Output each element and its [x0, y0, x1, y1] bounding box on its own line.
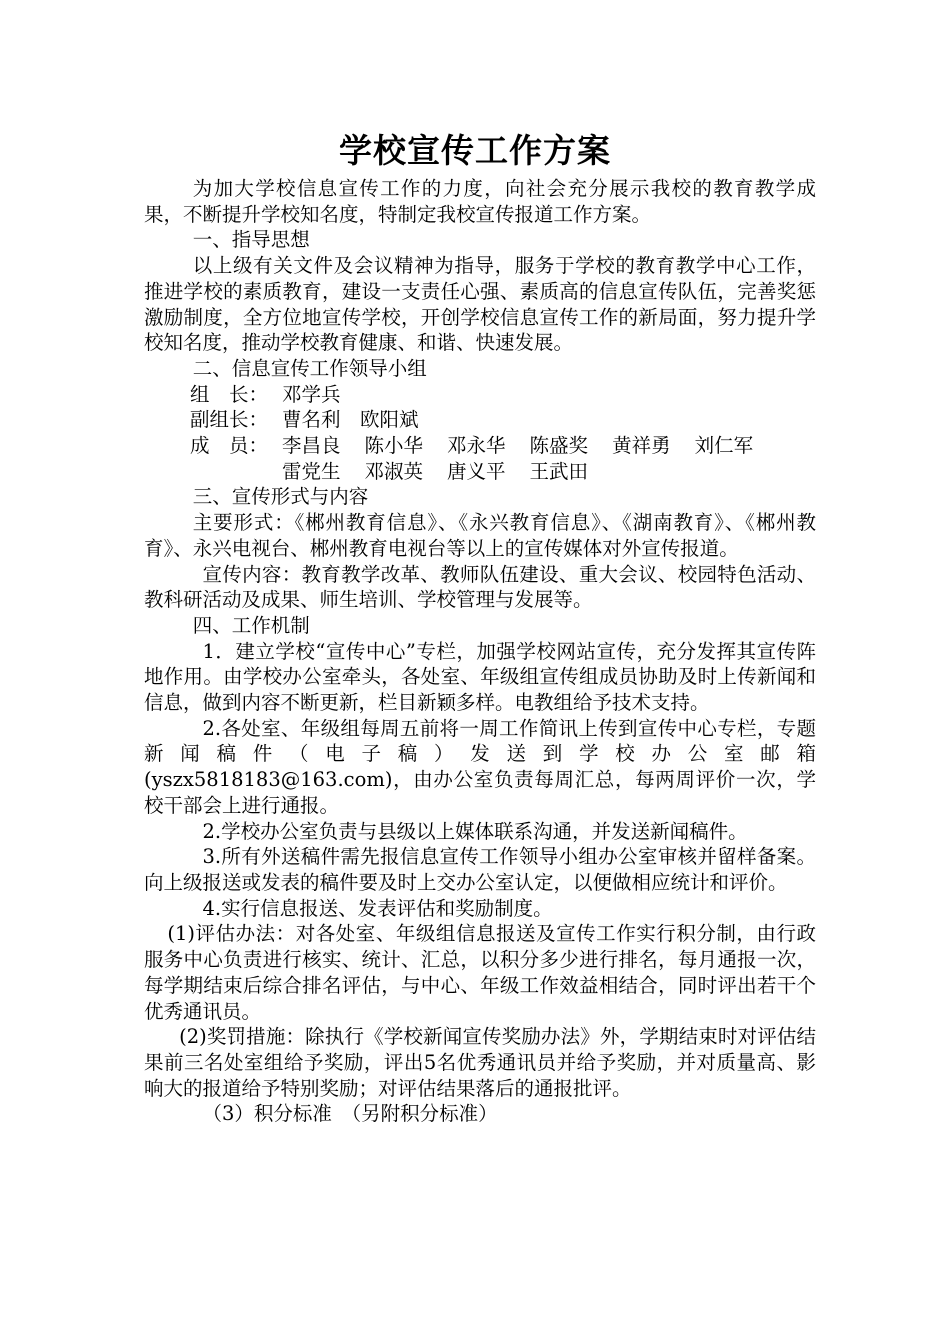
reward-measures: (2)奖罚措施：除执行《学校新闻宣传奖励办法》外，学期结束时对评估结果前三名处室组给予奖励，评出5名优秀通讯员并给予奖励，并对质量高、影响大的报道给予特别奖励；对评估结果落后的通报批评。	[144, 1025, 816, 1100]
section2-heading: 二、信息宣传工作领导小组	[192, 356, 427, 380]
member-name: 邓永华	[447, 434, 506, 458]
section1-paragraph: 以上级有关文件及会议精神为指导，服务于学校的教育教学中心工作，推进学校的素质教育，建设一支责任心强、素质高的信息宣传队伍，完善奖惩激励制度，全方位地宣传学校，开创学校信息宣传工作的新局面，努力提升学校知名度，推动学校教育健康、和谐、快速发展。	[144, 254, 816, 355]
document-title: 学校宣传工作方案	[339, 131, 611, 170]
member-name: 李昌良	[282, 434, 341, 458]
evaluation-method: (1)评估办法：对各处室、年级组信息报送及宣传工作实行积分制，由行政服务中心负责进行核实、统计、汇总，以积分多少进行排名，每月通报一次，每学期结束后综合排名评估，与中心、年级工作效益相结合，同时评出若干个优秀通讯员。	[144, 922, 816, 1023]
section1-heading: 一、指导思想	[192, 228, 310, 252]
mechanism-item-1: 1．建立学校“宣传中心”专栏，加强学校网站宣传，充分发挥其宣传阵地作用。由学校办公室牵头，各处室、年级组宣传组成员协助及时上传新闻和信息，做到内容不断更新，栏目新颖多样。电教组给予技术支持。	[144, 639, 816, 715]
leader-row	[144, 382, 816, 408]
deputy-row	[144, 407, 816, 433]
section3-heading: 三、宣传形式与内容	[192, 485, 369, 509]
member-name: 雷党生	[282, 459, 341, 483]
section4-heading: 四、工作机制	[192, 613, 310, 637]
mechanism-item-2-line2: (yszx5818183@163.com)，由办公室负责每周汇总，每两周评价一次，学校干部会上进行通报。	[144, 768, 816, 817]
mechanism-item-5: 4.实行信息报送、发表评估和奖励制度。	[202, 896, 553, 920]
members-list	[282, 433, 816, 484]
forms-paragraph: 主要形式：《郴州教育信息》、《永兴教育信息》、《湖南教育》、《郴州教育》、永兴电视台、郴州教育电视台等以上的宣传媒体对外宣传报道。	[144, 511, 816, 560]
document-body	[144, 176, 816, 1127]
leader-name: 邓学兵	[282, 382, 341, 406]
deputy-names: 曹名利 欧阳斌	[282, 408, 419, 432]
content-paragraph: 宣传内容：教育教学改革、教师队伍建设、重大会议、校园特色活动、教科研活动及成果、师生培训、学校管理与发展等。	[144, 562, 816, 612]
mechanism-item-4: 3.所有外送稿件需先报信息宣传工作领导小组办公室审核并留样备案。向上级报送或发表的稿件要及时上交办公室认定，以便做相应统计和评价。	[144, 845, 816, 894]
member-name: 刘仁军	[694, 434, 754, 458]
members-label: 成 员：	[190, 434, 269, 458]
member-name: 陈小华	[364, 434, 424, 458]
member-name: 王武田	[529, 459, 589, 483]
deputy-label: 副组长：	[190, 408, 269, 432]
leader-label: 组 长：	[190, 382, 269, 406]
intro-paragraph: 为加大学校信息宣传工作的力度，向社会充分展示我校的教育教学成果，不断提升学校知名度，特制定我校宣传报道工作方案。	[144, 177, 816, 226]
mechanism-item-2-line1: 2.各处室、年级组每周五前将一周工作简讯上传到宣传中心专栏，专题新闻稿件（电子稿）发送到学校办公室邮箱	[144, 716, 816, 766]
member-name: 唐义平	[447, 459, 506, 483]
mechanism-item-3: 2.学校办公室负责与县级以上媒体联系沟通，并发送新闻稿件。	[202, 819, 748, 843]
member-name: 黄祥勇	[612, 434, 671, 458]
member-name: 邓淑英	[364, 459, 424, 483]
scoring-standard: （3）积分标准 （另附积分标准）	[202, 1102, 498, 1126]
member-name: 陈盛奖	[529, 434, 589, 458]
members-row	[144, 433, 816, 484]
